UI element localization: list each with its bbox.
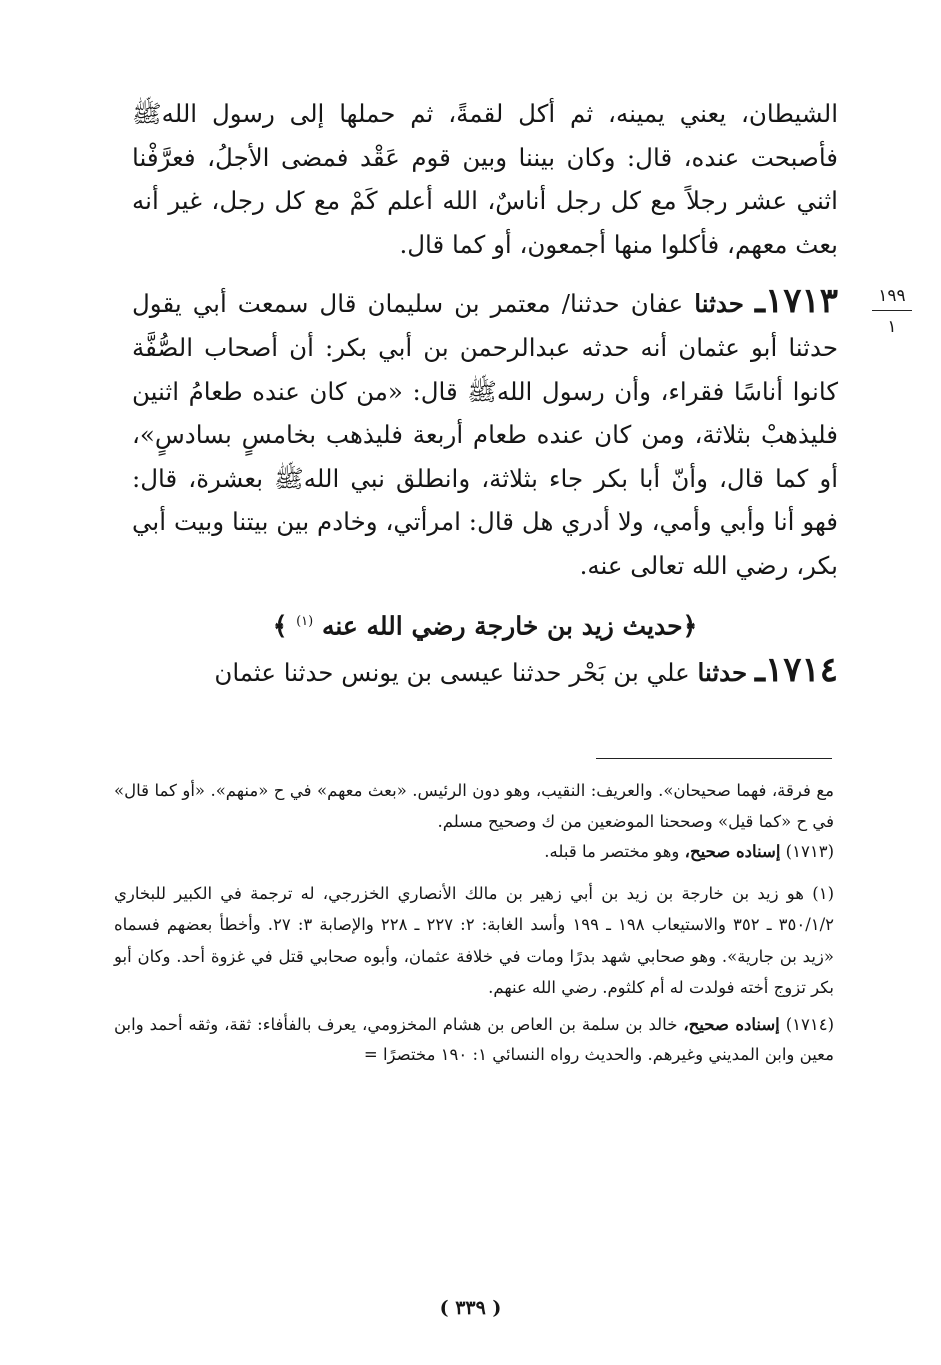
- hadith-text: علي بن بَحْر حدثنا عيسى بن يونس حدثنا عثمان: [214, 658, 690, 688]
- margin-reference-bottom: ١: [887, 317, 897, 337]
- margin-page-reference: [872, 284, 912, 339]
- hadith-lead-word: حدثنا: [694, 289, 744, 319]
- section-heading: [132, 600, 838, 648]
- main-text: [132, 92, 838, 695]
- hadith-1714: [132, 649, 838, 695]
- footnote-text: خالد بن سلمة بن العاص بن هشام المخزومي، يعرف بالفأفاء: ثقة، وثقه أحمد وابن معين وابن المديني وغيرهم. والحديث رواه النسائي ١: ١٩٠ مختصرًا =: [114, 1014, 834, 1064]
- margin-reference-top: ١٩٩: [872, 284, 912, 311]
- footnote-marker: (١): [296, 613, 314, 629]
- hadith-lead-word: حدثنا: [697, 658, 748, 688]
- hadith-text: عفان حدثنا/ معتمر بن سليمان قال سمعت أبي يقول حدثنا أبو عثمان أنه حدثه عبدالرحمن بن أبي بكر: أن أصحاب الصُّفَّة كانوا أناسًا فقراء، وأن رسول اللهﷺ قال: «من كان عنده طعامُ اثنين فليذهبْ بثلاثة، ومن كان عنده طعام أربعة فليذهب بخامسٍ بسادسٍ»، أو كما قال، وأنّ أبا بكر جاء بثلاثة، وانطلق نبي اللهﷺ بعشرة، قال: فهو أنا وأبي وأمي، ولا أدري هل قال: امرأتي، وخادم بين بيتنا وبيت أبي بكر، رضي الله تعالى عنه.: [132, 289, 838, 580]
- section-heading-text: ﴿حديث زيد بن خارجة رضي الله عنه: [321, 610, 698, 640]
- page-number: ( ٣٣٩ ): [439, 1297, 502, 1319]
- hadith-number: ١٧١٣ـ: [754, 281, 838, 322]
- section-heading-close: ﴾: [272, 610, 288, 640]
- footnote-divider: [596, 758, 832, 759]
- footnote-continuation: مع فرقة، فهما صحيحان». والعريف: النقيب، وهو دون الرئيس. «بعث معهم» في ح «منهم». «أو كما قال» في ح «كما قيل» وصححنا الموضعين من ك وصحيح مسلم.: [114, 781, 834, 831]
- footnote-text: وهو مختصر ما قبله.: [544, 842, 680, 861]
- footnote-grading: إسناده صحيح،: [683, 1014, 780, 1034]
- hadith-1713: [132, 280, 838, 587]
- hadith-number: ١٧١٤ـ: [754, 650, 838, 691]
- footnote-grading: إسناده صحيح،: [684, 842, 781, 861]
- footnote-1: (١) هو زيد بن خارجة بن زيد بن أبي زهير بن مالك الأنصاري الخزرجي، له ترجمة في الكبير للبخاري ٣٥٠/١/٢ ـ ٣٥٢ والاستيعاب ١٩٨ ـ ١٩٩ وأسد الغابة: ٢: ٢٢٧ ـ ٢٢٨ والإصابة ٣: ٢٧. وأخطأ بعضهم فسماه «زيد بن جارية». وهو صحابي شهد بدرًا ومات في خلافة عثمان، وأبوه صحابي قتل في غزوة أحد. وكان أبو بكر تزوج أخته فولدت له أم كلثوم. رضي الله عنهم.: [114, 883, 835, 997]
- footnote-ref: (١٧١٤): [785, 1014, 835, 1034]
- footnote-ref: (١٧١٣): [785, 842, 834, 861]
- footnote-1714: [114, 1010, 834, 1071]
- footnotes: [114, 776, 834, 1071]
- footnote-1713: [114, 837, 834, 868]
- continuation-paragraph: الشيطان، يعني يمينه، ثم أكل لقمةً، ثم حملها إلى رسول اللهﷺ فأصبحت عنده، قال: وكان بيننا وبين قوم عَقْد فمضى الأجلُ، فعرَّفْنا اثني عشر رجلاً مع كل رجل أناسٌ، الله أعلم كَمْ مع كل رجل، غير أنه بعث معهم، فأكلوا منها أجمعون، أو كما قال.: [132, 99, 838, 259]
